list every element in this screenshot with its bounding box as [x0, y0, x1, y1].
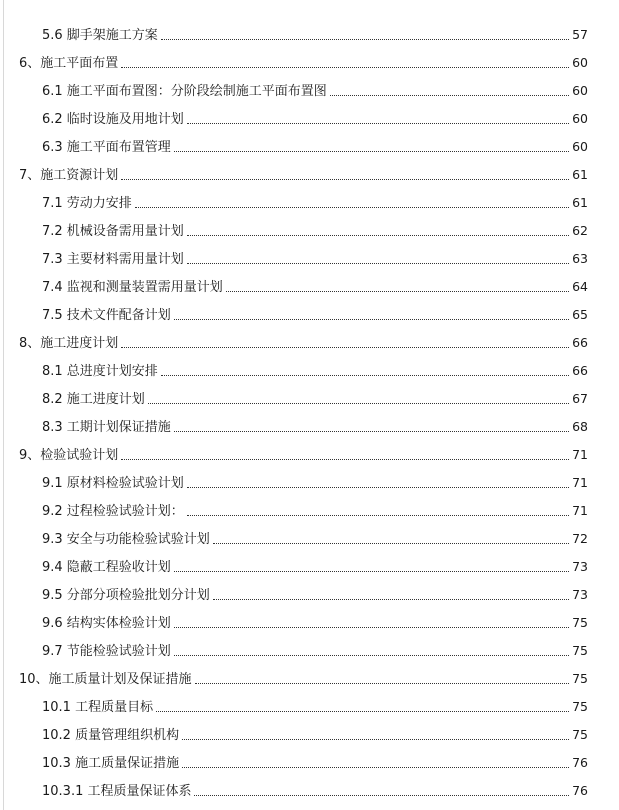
toc-dot-leader: [174, 571, 569, 572]
toc-section-entry[interactable]: [0, 273, 619, 301]
toc-section-entry[interactable]: [0, 777, 619, 805]
table-of-contents: [0, 21, 619, 805]
toc-page-number: 75: [572, 670, 588, 686]
toc-page-number: 75: [572, 614, 588, 630]
toc-dot-leader: [121, 459, 569, 460]
toc-dot-leader: [187, 515, 569, 516]
toc-page-number: 60: [572, 54, 588, 70]
toc-page-number: 60: [572, 110, 588, 126]
toc-entry-title: 9.7 节能检验试验计划: [42, 643, 171, 659]
toc-entry-title: 7、施工资源计划: [19, 167, 119, 183]
toc-entry-title: 7.2 机械设备需用量计划: [42, 223, 184, 239]
toc-page-number: 61: [572, 166, 588, 182]
toc-section-entry[interactable]: [0, 693, 619, 721]
toc-page-number: 57: [572, 26, 588, 42]
toc-dot-leader: [182, 739, 569, 740]
toc-entry-title: 9.6 结构实体检验计划: [42, 615, 171, 631]
toc-dot-leader: [148, 403, 569, 404]
toc-page-number: 62: [572, 222, 588, 238]
toc-section-entry[interactable]: [0, 217, 619, 245]
toc-page-number: 65: [572, 306, 588, 322]
toc-section-entry[interactable]: [0, 749, 619, 777]
toc-entry-title: 10.3 施工质量保证措施: [42, 755, 180, 771]
toc-page-number: 72: [572, 530, 588, 546]
toc-dot-leader: [174, 655, 569, 656]
toc-page-number: 60: [572, 138, 588, 154]
toc-entry-title: 7.3 主要材料需用量计划: [42, 251, 184, 267]
toc-entry-title: 7.4 监视和测量装置需用量计划: [42, 279, 223, 295]
toc-section-entry[interactable]: [0, 301, 619, 329]
toc-dot-leader: [187, 487, 569, 488]
toc-page-number: 71: [572, 502, 588, 518]
toc-dot-leader: [194, 795, 569, 796]
toc-entry-title: 10.3.1 工程质量保证体系: [42, 783, 192, 799]
toc-dot-leader: [121, 67, 569, 68]
toc-dot-leader: [174, 151, 569, 152]
toc-page-number: 71: [572, 446, 588, 462]
toc-chapter-entry[interactable]: [0, 329, 619, 357]
toc-page-number: 66: [572, 362, 588, 378]
toc-page-number: 75: [572, 726, 588, 742]
toc-dot-leader: [187, 123, 569, 124]
toc-dot-leader: [195, 683, 570, 684]
toc-page-number: 60: [572, 82, 588, 98]
toc-section-entry[interactable]: [0, 245, 619, 273]
toc-section-entry[interactable]: [0, 553, 619, 581]
toc-entry-title: 9.1 原材料检验试验计划: [42, 475, 184, 491]
toc-chapter-entry[interactable]: [0, 441, 619, 469]
toc-section-entry[interactable]: [0, 413, 619, 441]
toc-dot-leader: [135, 207, 569, 208]
toc-dot-leader: [121, 179, 569, 180]
toc-section-entry[interactable]: [0, 525, 619, 553]
toc-section-entry[interactable]: [0, 357, 619, 385]
toc-page-number: 68: [572, 418, 588, 434]
toc-section-entry[interactable]: [0, 497, 619, 525]
toc-page-number: 76: [572, 782, 588, 798]
toc-dot-leader: [161, 39, 569, 40]
toc-entry-title: 6.1 施工平面布置图：分阶段绘制施工平面布置图: [42, 83, 327, 99]
toc-section-entry[interactable]: [0, 469, 619, 497]
toc-section-entry[interactable]: [0, 581, 619, 609]
toc-page-number: 75: [572, 698, 588, 714]
toc-dot-leader: [156, 711, 569, 712]
toc-page-number: 61: [572, 194, 588, 210]
toc-dot-leader: [174, 319, 569, 320]
toc-page-number: 64: [572, 278, 588, 294]
toc-entry-title: 9.2 过程检验试验计划：: [42, 503, 184, 519]
toc-section-entry[interactable]: [0, 609, 619, 637]
toc-entry-title: 9.3 安全与功能检验试验计划: [42, 531, 210, 547]
toc-entry-title: 9、检验试验计划: [19, 447, 119, 463]
toc-dot-leader: [330, 95, 569, 96]
toc-dot-leader: [182, 767, 569, 768]
toc-entry-title: 7.5 技术文件配备计划: [42, 307, 171, 323]
toc-dot-leader: [121, 347, 569, 348]
toc-section-entry[interactable]: [0, 385, 619, 413]
toc-page-number: 71: [572, 474, 588, 490]
toc-chapter-entry[interactable]: [0, 665, 619, 693]
toc-entry-title: 10.1 工程质量目标: [42, 699, 154, 715]
toc-section-entry[interactable]: [0, 77, 619, 105]
toc-entry-title: 10.2 质量管理组织机构: [42, 727, 180, 743]
toc-entry-title: 6.2 临时设施及用地计划: [42, 111, 184, 127]
toc-entry-title: 6、施工平面布置: [19, 55, 119, 71]
toc-section-entry[interactable]: [0, 133, 619, 161]
toc-page-number: 73: [572, 586, 588, 602]
toc-section-entry[interactable]: [0, 189, 619, 217]
toc-page-number: 75: [572, 642, 588, 658]
toc-dot-leader: [213, 599, 569, 600]
toc-section-entry[interactable]: [0, 105, 619, 133]
toc-section-entry[interactable]: [0, 721, 619, 749]
toc-chapter-entry[interactable]: [0, 49, 619, 77]
toc-entry-title: 6.3 施工平面布置管理: [42, 139, 171, 155]
toc-entry-title: 8.2 施工进度计划: [42, 391, 145, 407]
toc-dot-leader: [226, 291, 569, 292]
toc-page-number: 63: [572, 250, 588, 266]
toc-entry-title: 5.6 脚手架施工方案: [42, 27, 158, 43]
toc-dot-leader: [161, 375, 569, 376]
toc-dot-leader: [213, 543, 569, 544]
toc-dot-leader: [187, 263, 569, 264]
toc-entry-title: 8.1 总进度计划安排: [42, 363, 158, 379]
toc-chapter-entry[interactable]: [0, 161, 619, 189]
toc-section-entry[interactable]: [0, 21, 619, 49]
toc-dot-leader: [187, 235, 569, 236]
toc-section-entry[interactable]: [0, 637, 619, 665]
toc-page-number: 67: [572, 390, 588, 406]
toc-entry-title: 8.3 工期计划保证措施: [42, 419, 171, 435]
toc-entry-title: 9.5 分部分项检验批划分计划: [42, 587, 210, 603]
toc-entry-title: 10、施工质量计划及保证措施: [19, 671, 192, 687]
toc-dot-leader: [174, 627, 569, 628]
toc-entry-title: 9.4 隐蔽工程验收计划: [42, 559, 171, 575]
toc-page-number: 76: [572, 754, 588, 770]
toc-entry-title: 8、施工进度计划: [19, 335, 119, 351]
toc-page-number: 73: [572, 558, 588, 574]
toc-page-number: 66: [572, 334, 588, 350]
toc-dot-leader: [174, 431, 569, 432]
toc-entry-title: 7.1 劳动力安排: [42, 195, 132, 211]
